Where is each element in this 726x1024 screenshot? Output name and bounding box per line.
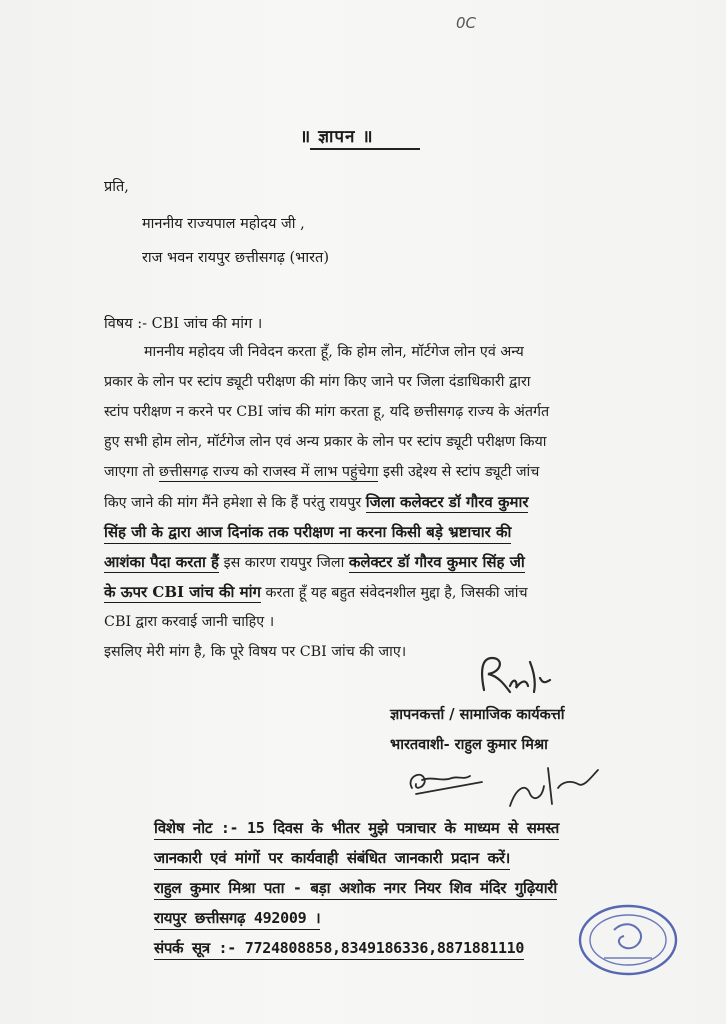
signatory-title: ज्ञापनकर्त्ता / सामाजिक कार्यकर्त्ता — [390, 706, 565, 723]
note-line-3: राहुल कुमार मिश्रा पता - बड़ा अशोक नगर नियर शिव मंदिर गुढ़ियारी — [154, 878, 557, 900]
heading-underline — [310, 148, 420, 150]
underlined-phrase-collector: जिला कलेक्टर डॉ गौरव कुमार — [365, 493, 529, 511]
body-line-6: किए जाने की मांग मैंने हमेशा से कि हैं परंतु रायपुर जिला कलेक्टर डॉ गौरव कुमार — [104, 493, 529, 511]
body-line-9: के ऊपर CBI जांच की मांग करता हूँ यह बहुत संवेदनशील मुद्दा है, जिसकी जांच — [104, 583, 528, 601]
body-line-7: सिंह जी के द्वारा आज दिनांक तक परीक्षण ना करना किसी बड़े भ्रष्टाचार की — [104, 522, 511, 544]
handwritten-signature — [470, 652, 560, 702]
body-line-4: हुए सभी होम लोन, मॉर्टगेज लोन एवं अन्य प्रकार के लोन पर स्टांप ड्यूटी परीक्षण किया — [104, 434, 547, 450]
subject-line: विषय :- CBI जांच की मांग । — [104, 316, 263, 332]
corner-handwritten-mark: 0C — [456, 14, 477, 32]
recipient-prati: प्रति, — [104, 179, 129, 195]
recipient-line-1: माननीय राज्यपाल महोदय जी , — [142, 216, 305, 232]
note-line-4: रायपुर छत्तीसगढ़ 492009 । — [154, 908, 320, 930]
witness-signatures — [402, 758, 602, 818]
underlined-phrase-revenue: छत्तीसगढ़ राज्य को राजस्व में लाभ पहुंचेगा — [158, 464, 379, 480]
note-line-2: जानकारी एवं मांगों पर कार्यवाही संबंधित जानकारी प्रदान करें। — [154, 848, 510, 870]
body-line-2: प्रकार के लोन पर स्टांप ड्यूटी परीक्षण की मांग किए जाने पर जिला दंडाधिकारी द्वारा — [104, 374, 531, 390]
recipient-line-2: राज भवन रायपुर छत्तीसगढ़ (भारत) — [142, 250, 329, 266]
body-line-5: जाएगा तो छत्तीसगढ़ राज्य को राजस्व में लाभ पहुंचेगा इसी उद्देश्य से स्टांप ड्यूटी जांच — [104, 464, 540, 480]
note-line-5: संपर्क सूत्र :- 7724808858,8349186336,8871881110 — [154, 938, 524, 960]
note-line-1: विशेष नोट :- 15 दिवस के भीतर मुझे पत्राचार के माध्यम से समस्त — [154, 818, 559, 840]
document-heading: ॥ ज्ञापन ॥ — [300, 127, 374, 147]
rubber-stamp-seal — [574, 900, 682, 980]
body-line-3: स्टांप परीक्षण न करने पर CBI जांच की मांग करता हू, यदि छत्तीसगढ़ राज्य के अंतर्गत — [104, 404, 550, 420]
body-line-8: आशंका पैदा करता हैं इस कारण रायपुर जिला कलेक्टर डॉ गौरव कुमार सिंह जी — [104, 553, 525, 571]
body-line-11: इसलिए मेरी मांग है, कि पूरे विषय पर CBI जांच की जाए। — [104, 644, 407, 660]
body-line-10: CBI द्वारा करवाई जानी चाहिए । — [104, 614, 275, 630]
body-line-1: माननीय महोदय जी निवेदन करता हूँ, कि होम लोन, मॉर्टगेज लोन एवं अन्य — [144, 344, 524, 360]
signatory-name: भारतवाशी- राहुल कुमार मिश्रा — [390, 736, 548, 753]
